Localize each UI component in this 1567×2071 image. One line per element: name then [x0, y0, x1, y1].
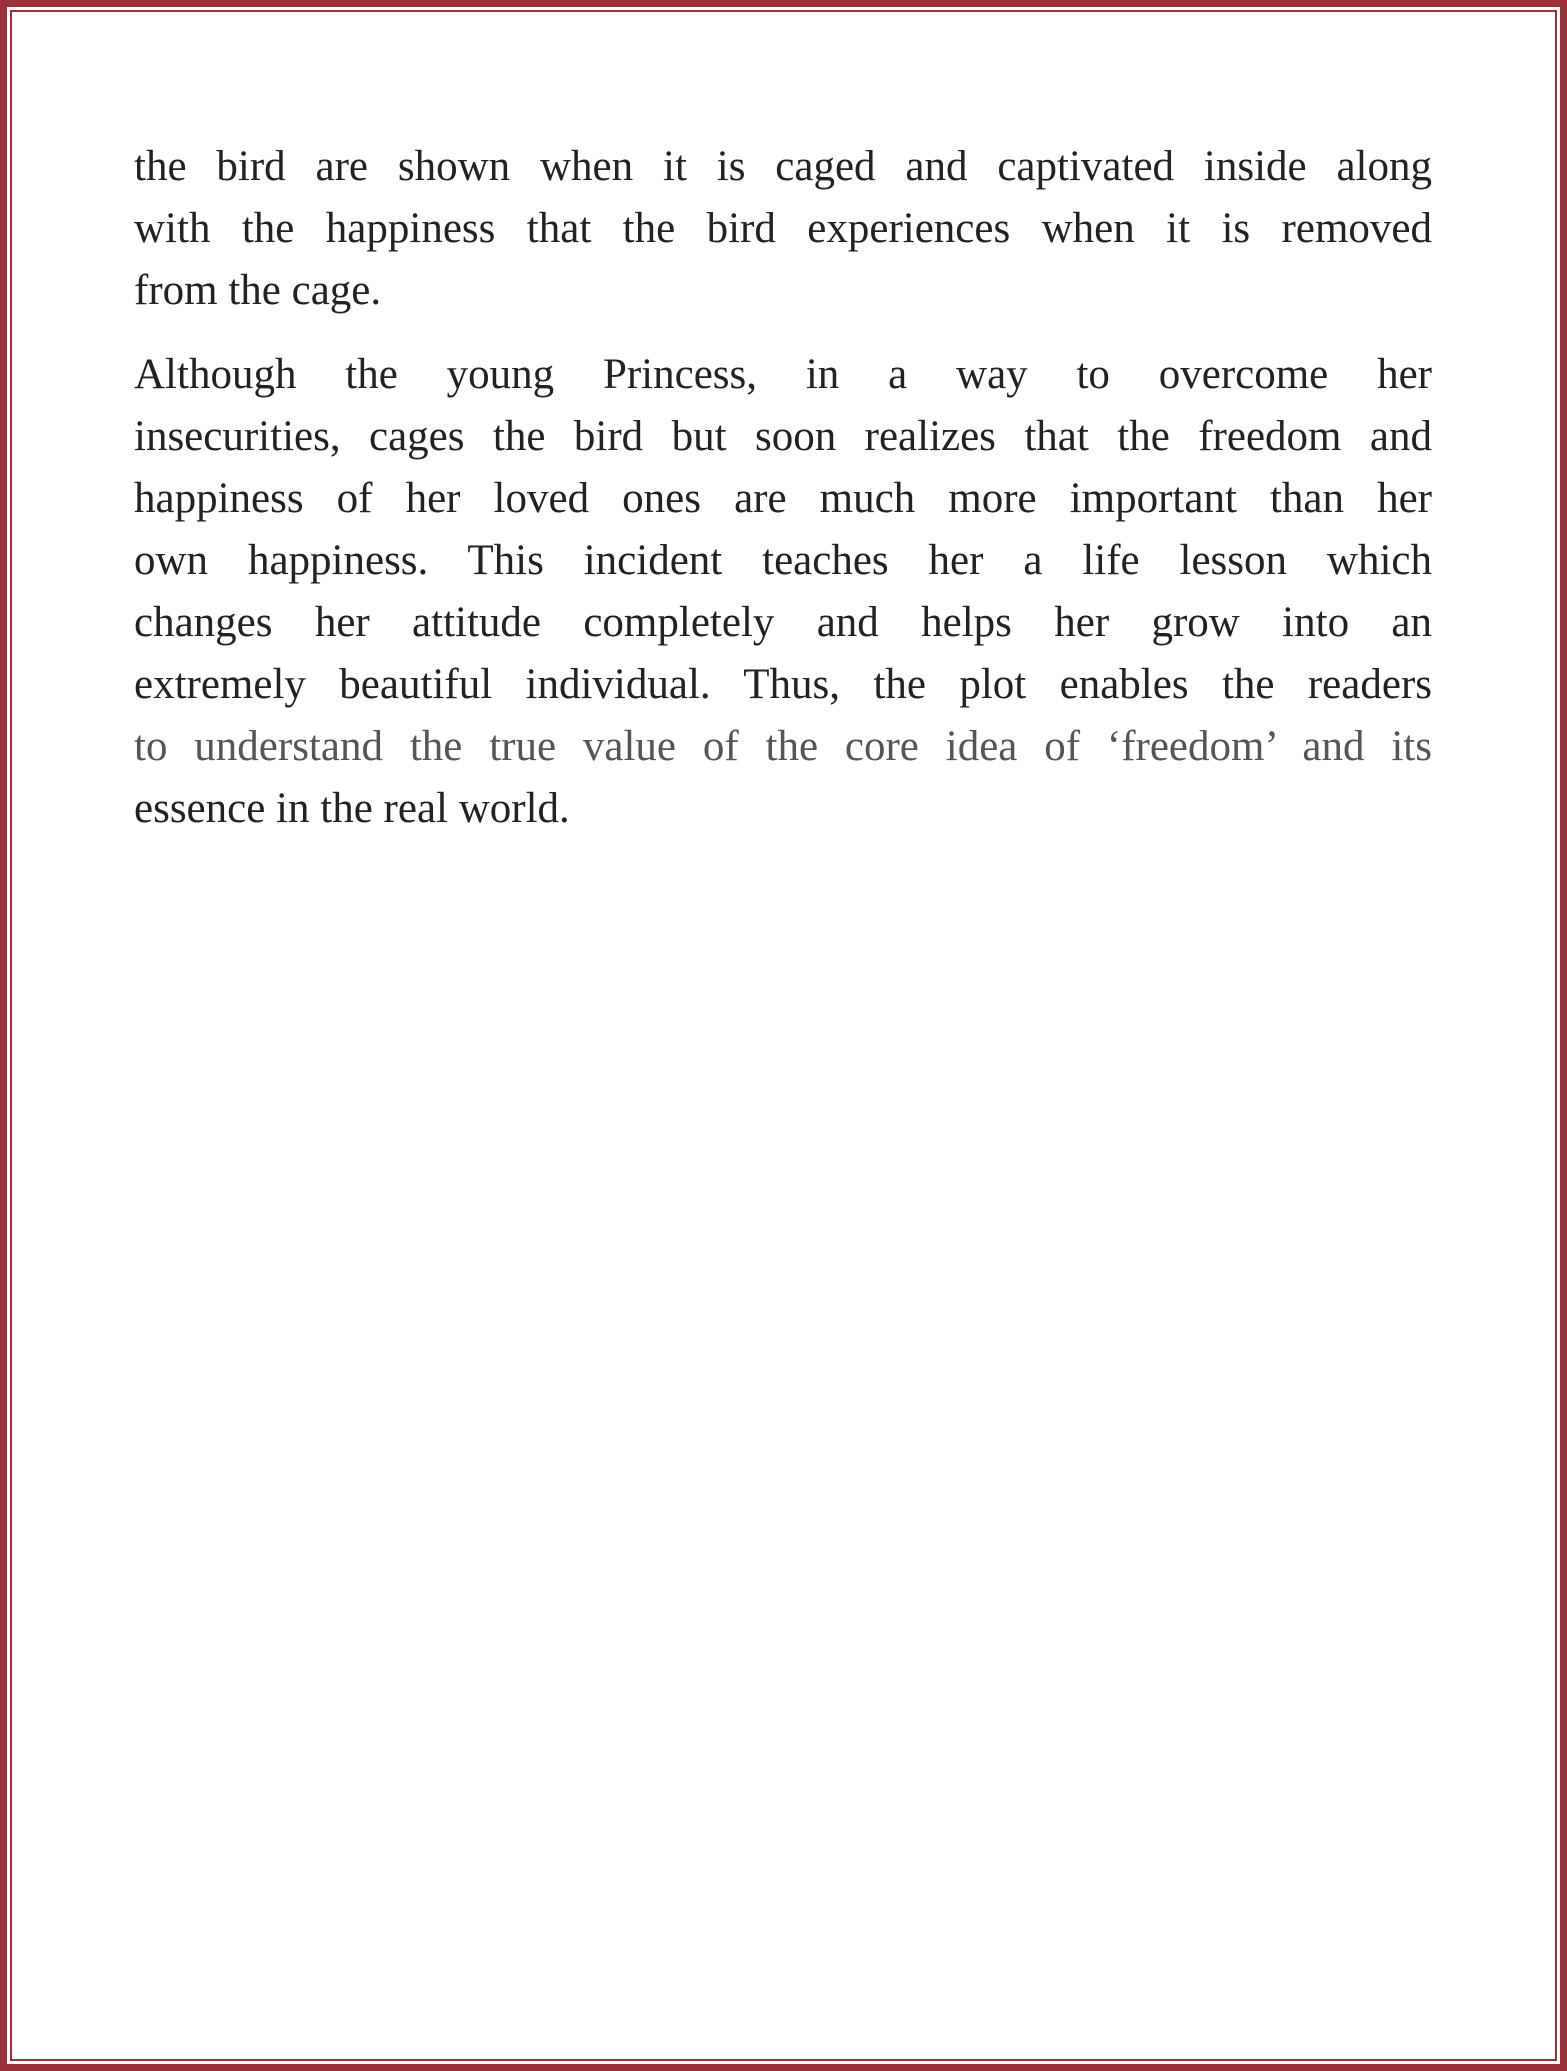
- document-body: [134, 136, 1432, 862]
- text-line: from the cage.: [134, 267, 382, 314]
- text-line: happiness of her loved ones are much more important than her: [134, 475, 1432, 522]
- text-line: Although the young Princess, in a way to overcome her: [134, 351, 1432, 398]
- text-line: with the happiness that the bird experiences when it is removed: [134, 205, 1432, 252]
- text-line: extremely beautiful individual. Thus, the plot enables the readers: [134, 661, 1432, 708]
- text-line: essence in the real world.: [134, 785, 570, 832]
- text-line: changes her attitude completely and helps her grow into an: [134, 599, 1432, 646]
- text-line: the bird are shown when it is caged and captivated inside along: [134, 143, 1432, 190]
- text-line: to understand the true value of the core idea of ‘freedom’ and its: [134, 723, 1432, 770]
- text-line: own happiness. This incident teaches her a life lesson which: [134, 537, 1432, 584]
- paragraph-2: [134, 344, 1432, 840]
- paragraph-1: [134, 136, 1432, 322]
- text-line: insecurities, cages the bird but soon realizes that the freedom and: [134, 413, 1432, 460]
